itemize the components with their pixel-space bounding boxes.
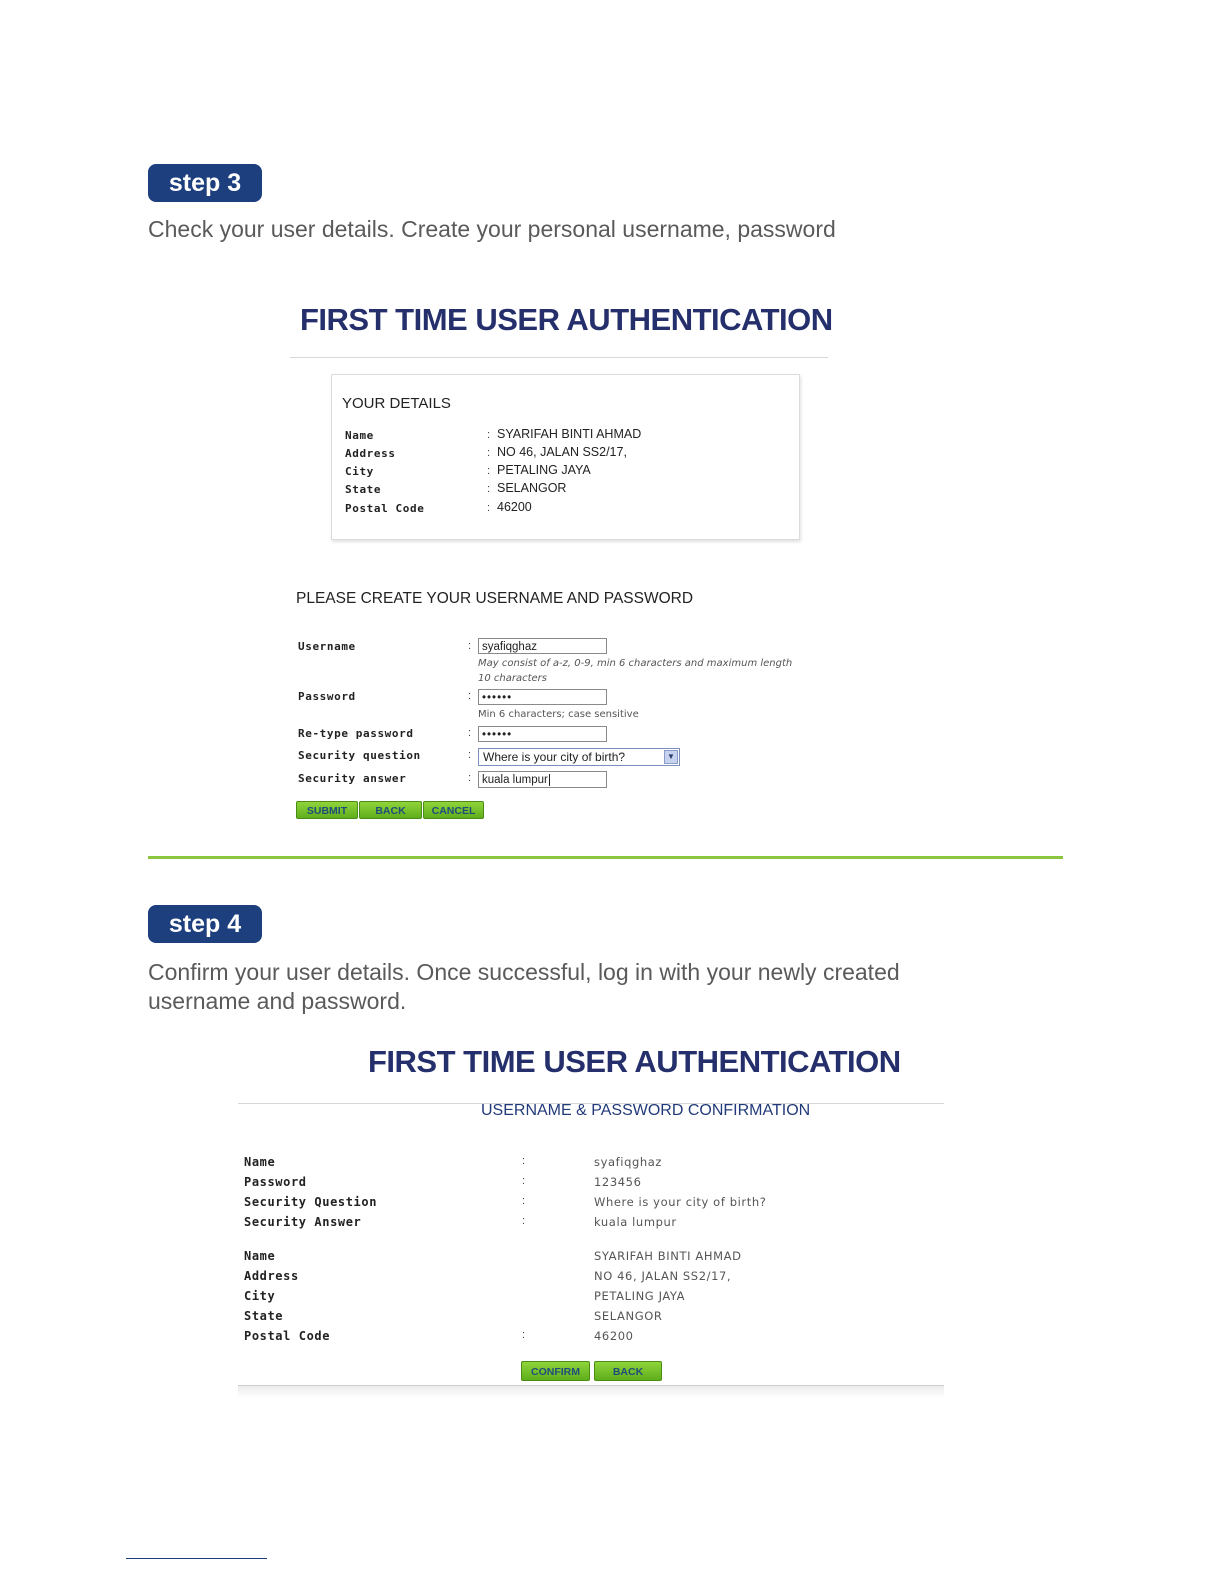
detail-label: City: [345, 465, 374, 478]
username-label: Username: [298, 640, 356, 653]
security-question-colon: :: [468, 749, 472, 761]
credential-label: Name: [244, 1155, 276, 1169]
detail-label: State: [345, 483, 382, 496]
create-credentials-heading: PLEASE CREATE YOUR USERNAME AND PASSWORD: [296, 590, 694, 607]
retype-password-colon: :: [468, 727, 472, 739]
detail-label: Name: [345, 429, 374, 442]
confirm-detail-value: SYARIFAH BINTI AHMAD: [594, 1249, 742, 1263]
security-answer-label: Security answer: [298, 772, 407, 785]
retype-password-label: Re-type password: [298, 727, 414, 740]
credential-label: Security Question: [244, 1195, 378, 1209]
security-answer-input[interactable]: [478, 771, 607, 788]
security-question-value: Where is your city of birth?: [483, 750, 626, 764]
username-colon: :: [468, 640, 472, 652]
section-divider: [148, 856, 1063, 859]
credential-colon: :: [522, 1155, 526, 1167]
back-button[interactable]: BACK: [594, 1361, 662, 1381]
step-4-badge: step 4: [148, 905, 262, 943]
credential-colon: :: [522, 1175, 526, 1187]
password-label: Password: [298, 690, 356, 703]
credential-label: Password: [244, 1175, 307, 1189]
retype-password-input[interactable]: ••••••: [478, 726, 607, 742]
detail-colon: :: [487, 502, 491, 514]
confirm-detail-label: Name: [244, 1249, 276, 1263]
step-4-page-title: FIRST TIME USER AUTHENTICATION: [368, 1044, 901, 1079]
username-hint-line-1: May consist of a-z, 0-9, min 6 characters and maximum length: [478, 658, 793, 669]
confirm-detail-label: Postal Code: [244, 1329, 331, 1343]
detail-label: Address: [345, 447, 396, 460]
password-colon: :: [468, 690, 472, 702]
detail-colon: :: [487, 483, 491, 495]
title-divider: [290, 357, 828, 358]
credential-value: Where is your city of birth?: [594, 1195, 767, 1209]
confirm-detail-value: SELANGOR: [594, 1309, 663, 1323]
back-button[interactable]: BACK: [359, 801, 422, 819]
step-4-instruction-line-2: username and password.: [148, 988, 407, 1014]
confirm-detail-value: NO 46, JALAN SS2/17,: [594, 1269, 732, 1283]
detail-colon: :: [487, 447, 491, 459]
username-input[interactable]: syafiqghaz: [478, 638, 607, 654]
security-question-label: Security question: [298, 749, 421, 762]
chevron-down-icon[interactable]: ▼: [664, 750, 678, 764]
password-hint: Min 6 characters; case sensitive: [478, 709, 639, 720]
detail-value: PETALING JAYA: [497, 463, 591, 477]
confirm-button[interactable]: CONFIRM: [521, 1361, 590, 1381]
confirm-detail-label: Address: [244, 1269, 299, 1283]
security-answer-colon: :: [468, 772, 472, 784]
your-details-heading: YOUR DETAILS: [342, 395, 451, 412]
password-input[interactable]: ••••••: [478, 689, 607, 705]
submit-button[interactable]: SUBMIT: [296, 801, 358, 819]
confirmation-footer-shade: [238, 1386, 944, 1398]
credential-value: syafiqghaz: [594, 1155, 663, 1169]
step-4-instruction-line-1: Confirm your user details. Once successful, log in with your newly created: [148, 959, 900, 985]
credential-colon: :: [522, 1215, 526, 1227]
text-cursor: [549, 774, 550, 786]
credential-label: Security Answer: [244, 1215, 362, 1229]
credential-value: 123456: [594, 1175, 642, 1189]
credential-value: kuala lumpur: [594, 1215, 677, 1229]
footnote-rule: [126, 1558, 267, 1559]
confirm-detail-value: PETALING JAYA: [594, 1289, 686, 1303]
confirm-detail-label: State: [244, 1309, 284, 1323]
step-3-instruction: Check your user details. Create your personal username, password: [148, 216, 836, 242]
detail-value: SYARIFAH BINTI AHMAD: [497, 427, 642, 441]
step-3-badge: step 3: [148, 164, 262, 202]
security-question-select[interactable]: [478, 748, 680, 766]
confirm-detail-label: City: [244, 1289, 276, 1303]
step-3-page-title: FIRST TIME USER AUTHENTICATION: [300, 302, 833, 337]
confirm-detail-value: 46200: [594, 1329, 634, 1343]
confirmation-subtitle: USERNAME & PASSWORD CONFIRMATION: [481, 1102, 811, 1119]
detail-colon: :: [487, 429, 491, 441]
detail-label: Postal Code: [345, 502, 425, 515]
your-details-panel: [331, 374, 800, 540]
detail-value: SELANGOR: [497, 481, 567, 495]
credential-colon: :: [522, 1195, 526, 1207]
security-answer-value: kuala lumpur: [482, 774, 548, 786]
cancel-button[interactable]: CANCEL: [423, 801, 484, 819]
detail-colon: :: [487, 465, 491, 477]
confirm-detail-colon: :: [522, 1329, 526, 1341]
detail-value: 46200: [497, 500, 532, 514]
detail-value: NO 46, JALAN SS2/17,: [497, 445, 627, 459]
username-hint-line-2: 10 characters: [478, 673, 547, 684]
